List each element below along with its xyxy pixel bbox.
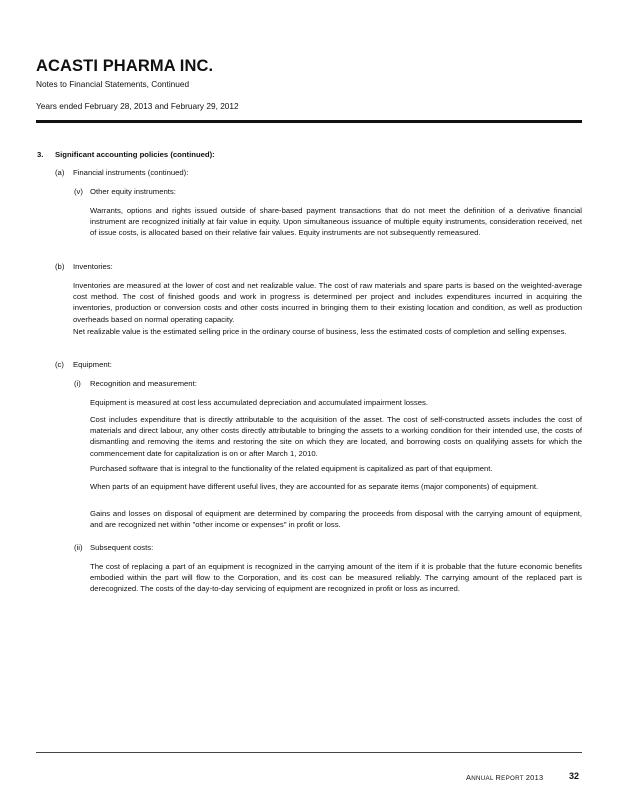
purchased-software-paragraph: Purchased software that is integral to the functionality of the related equipment is capitalized as part of that equipment. xyxy=(90,464,493,473)
subsection-v-title: Other equity instruments: xyxy=(90,187,176,196)
company-name: ACASTI PHARMA INC. xyxy=(36,57,214,75)
subsection-v-label: (v) xyxy=(74,187,83,196)
useful-lives-paragraph: When parts of an equipment have different useful lives, they are accounted for as separate items (major components) of equipment. xyxy=(90,482,539,491)
page-number: 32 xyxy=(569,771,580,781)
annual-report-label: ANNUAL REPORT 2013 xyxy=(466,773,544,782)
reporting-period: Years ended February 28, 2013 and February 29, 2012 xyxy=(36,101,239,111)
subsection-ii-label: (ii) xyxy=(74,543,83,552)
equipment-cost-paragraph: Cost includes expenditure that is directly attributable to the acquisition of the asset. The cost of self-constructed assets includes the cost of materials and direct labour, any other costs directly attributable to bringing the assets to a working condition for their intended use, the costs of dismantling and removing the items and restoring the site on which they are located, and borrowing costs on qualifying assets for which the commencement date for capitalization is on or after March 1, 2010. xyxy=(90,415,582,458)
inventories-paragraph-2: Net realizable value is the estimated selling price in the ordinary course of business, less the estimated costs of completion and selling expenses. xyxy=(73,327,567,336)
report-year: 2013 xyxy=(525,773,544,782)
footer-divider xyxy=(36,752,582,753)
section-b-title: Inventories: xyxy=(73,262,113,271)
section-b-label: (b) xyxy=(55,262,65,271)
subsection-i-title: Recognition and measurement: xyxy=(90,379,197,388)
document-subtitle: Notes to Financial Statements, Continued xyxy=(36,79,190,89)
inventories-paragraph-1: Inventories are measured at the lower of cost and net realizable value. The cost of raw materials and spare parts is based on the weighted-average cost method. The cost of finished goods and work in progress is determined per project and includes expenditures incurred in acquiring the inventories, production or conversion costs and other costs incurred in bringing them to their existing location and condition, as well as production overheads based on normal operating capacity. xyxy=(73,281,582,324)
header-divider xyxy=(36,120,582,123)
section-c-title: Equipment: xyxy=(73,360,112,369)
subsection-i-label: (i) xyxy=(74,379,81,388)
section-a-title: Financial instruments (continued): xyxy=(73,168,189,177)
gains-losses-paragraph: Gains and losses on disposal of equipment are determined by comparing the proceeds from disposal with the carrying amount of equipment, and are recognized net within "other income or expenses" in profit or loss. xyxy=(90,509,582,530)
section-c-label: (c) xyxy=(55,360,64,369)
note-number: 3. xyxy=(37,150,44,159)
equipment-measurement-paragraph: Equipment is measured at cost less accumulated depreciation and accumulated impairment losses. xyxy=(90,398,428,407)
subsequent-costs-paragraph: The cost of replacing a part of an equipment is recognized in the carrying amount of the item if it is probable that the future economic benefits embodied within the part will flow to the Corporation, and its cost can be measured reliably. The carrying amount of the replaced part is derecognized. The costs of the day-to-day servicing of equipment are recognized in profit or loss as incurred. xyxy=(90,562,582,594)
section-a-label: (a) xyxy=(55,168,65,177)
equity-instruments-paragraph: Warrants, options and rights issued outside of share-based payment transactions that do not meet the definition of a derivative financial instrument are recognized initially at fair value in equity. Upon simultaneous issuance of multiple equity instruments, consideration received, net of issue costs, is allocated based on their relative fair values. Equity instruments are not subsequently remeasured. xyxy=(90,206,582,238)
note-title: Significant accounting policies (continued): xyxy=(55,150,215,159)
subsection-ii-title: Subsequent costs: xyxy=(90,543,154,552)
